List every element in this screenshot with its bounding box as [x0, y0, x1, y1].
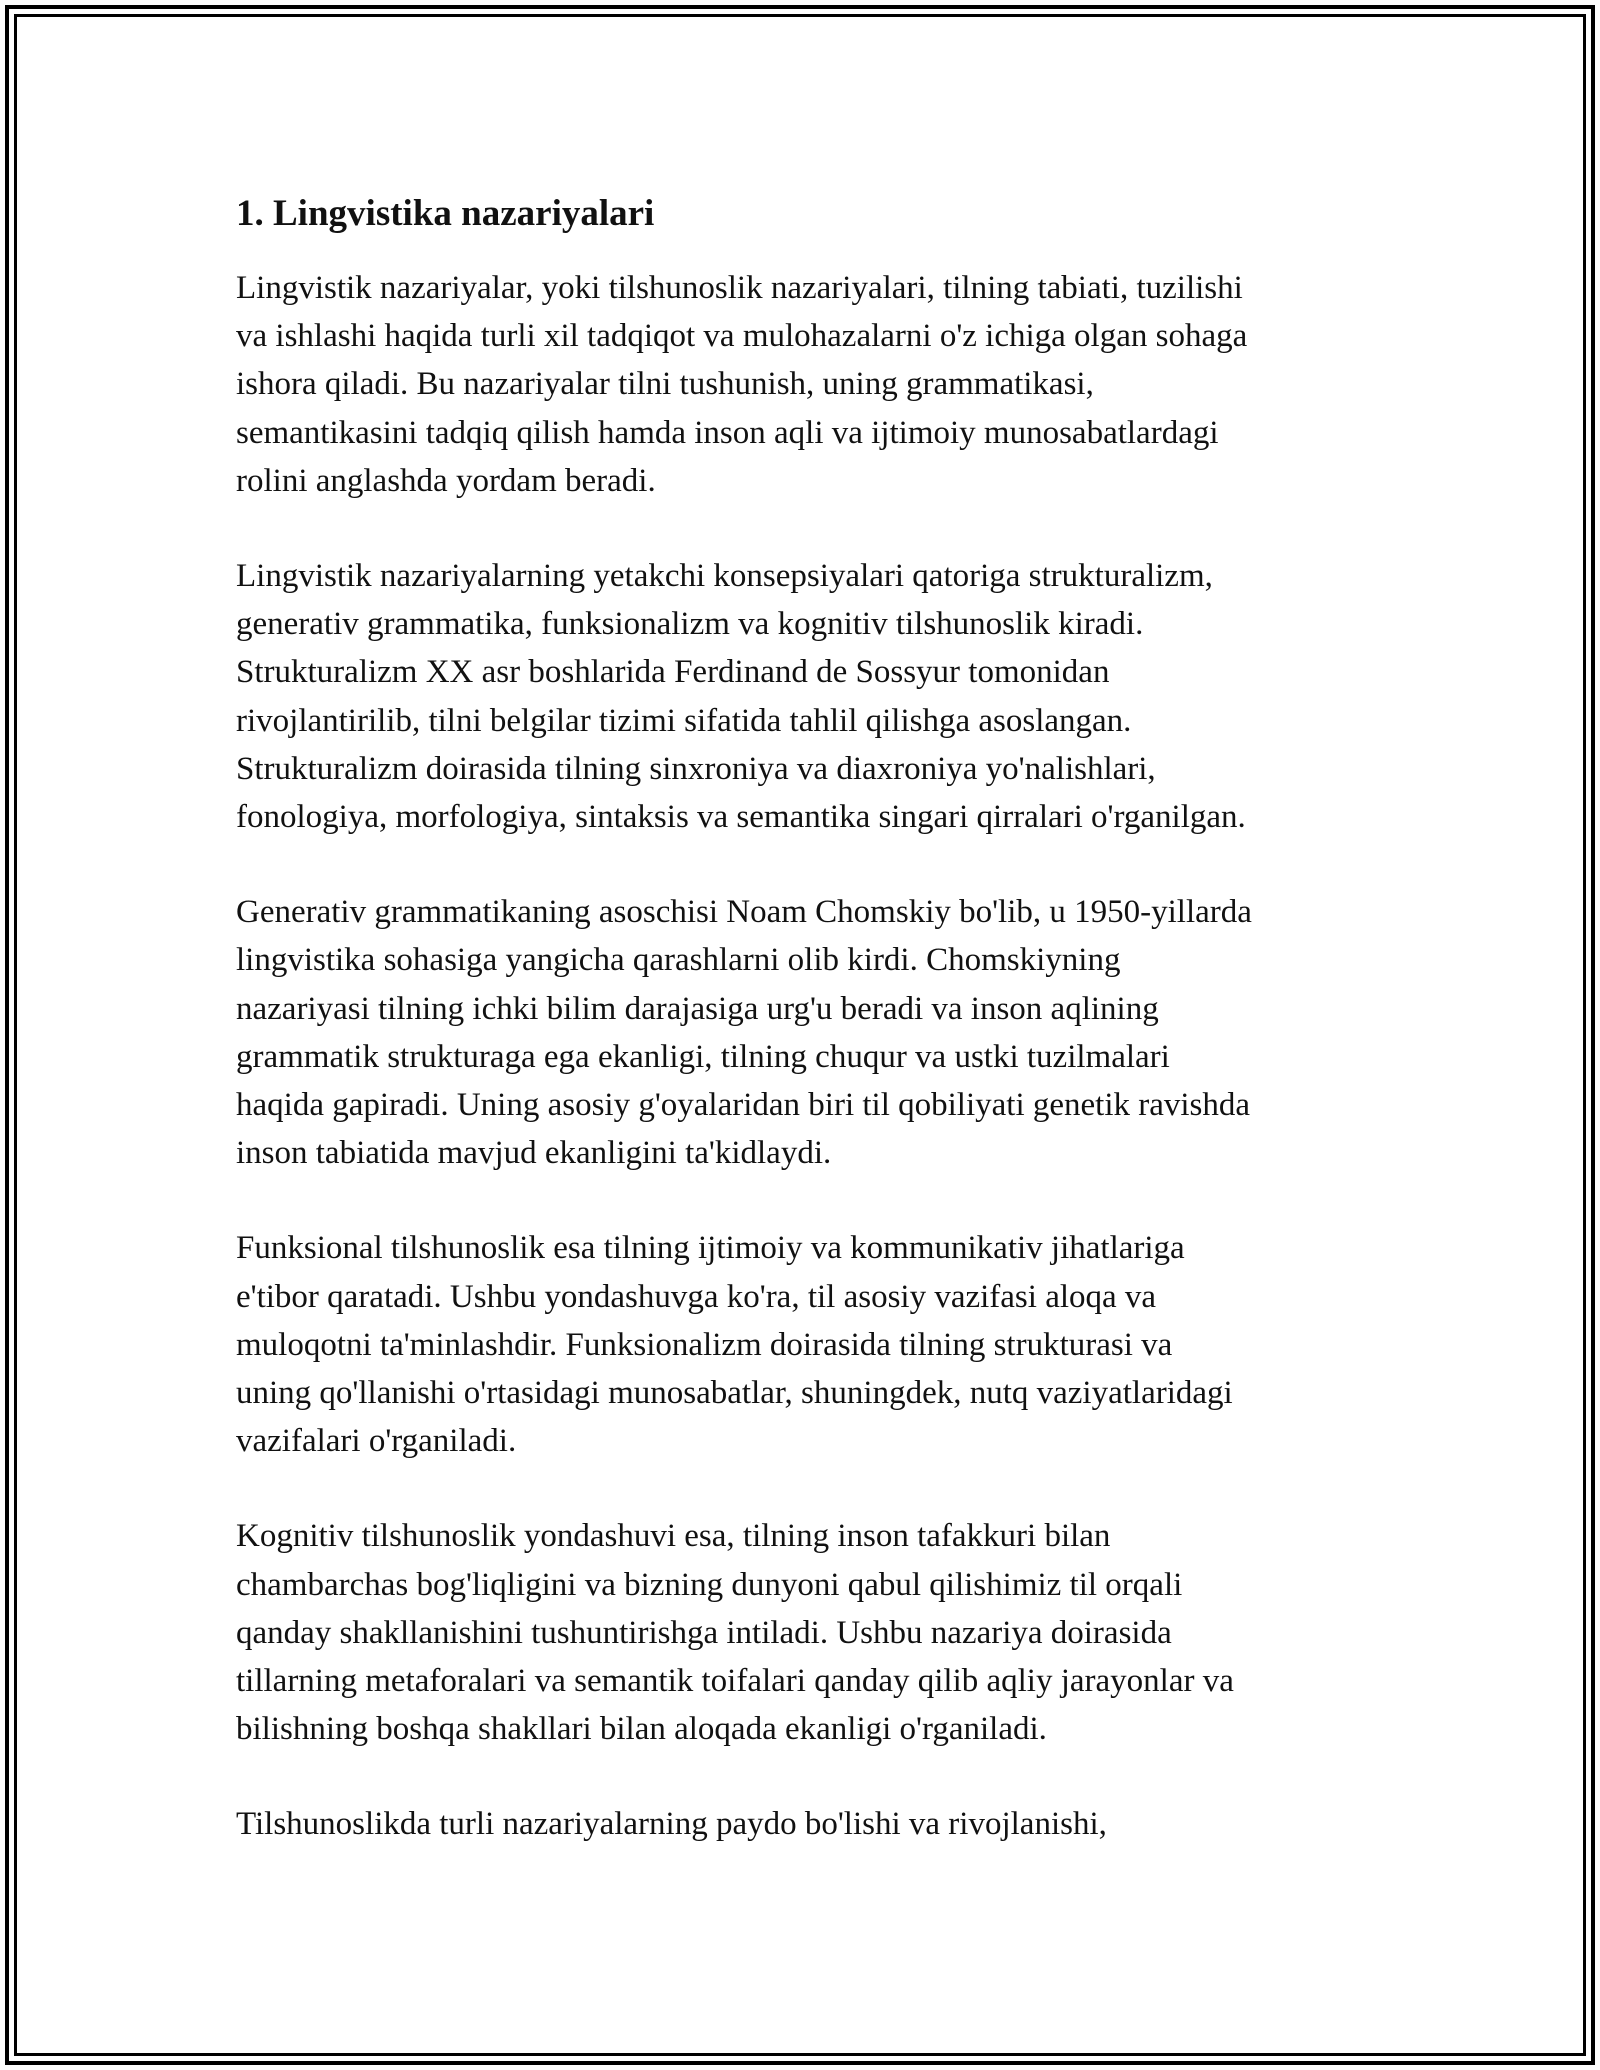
paragraph-structuralism: Lingvistik nazariyalarning yetakchi konsepsiyalari qatoriga strukturalizm, generativ grammatika, funksionalizm va kognitiv tilshunoslik kiradi. Strukturalizm XX asr boshlarida Ferdinand de Sossyur tomonidan rivojlantirilib, tilni belgilar tizimi sifatida tahlil qilishga asoslangan. Strukturalizm doirasida tilning sinxroniya va diaxroniya yo'nalishlari, fonologiya, morfologiya, sintaksis va semantika singari qirralari o'rganilgan. — [236, 558, 1246, 836]
paragraph-generative-grammar: Generativ grammatikaning asoschisi Noam Chomskiy bo'lib, u 1950-yillarda lingvistika sohasiga yangicha qarashlarni olib kirdi. Chomskiyning nazariyasi tilning ichki bilim darajasiga urg'u beradi va inson aqlining grammatik strukturaga ega ekanligi, tilning chuqur va ustki tuzilmalari haqida gapiradi. Uning asosiy g'oyalaridan biri til qobiliyati genetik ravishda inson tabiatida mavjud ekanligini ta'kidlaydi. — [236, 894, 1252, 1172]
section-heading: 1. Lingvistika nazariyalari — [236, 193, 655, 234]
paragraph-cognitive-linguistics: Kognitiv tilshunoslik yondashuvi esa, tilning inson tafakkuri bilan chambarchas bog'liqligini va bizning dunyoni qabul qilishimiz til orqali qanday shakllanishini tushuntirishga intiladi. Ushbu nazariya doirasida tillarning metaforalari va semantik toifalari qanday qilib aqliy jarayonlar va bilishning boshqa shakllari bilan aloqada ekanligi o'rganiladi. — [236, 1518, 1234, 1748]
paragraph-continuation: Tilshunoslikda turli nazariyalarning paydo bo'lishi va rivojlanishi, — [236, 1806, 1107, 1843]
paragraph-intro: Lingvistik nazariyalar, yoki tilshunoslik nazariyalari, tilning tabiati, tuzilishi va ishlashi haqida turli xil tadqiqot va mulohazalarni o'z ichiga olgan sohaga ishora qiladi. Bu nazariyalar tilni tushunish, uning grammatikasi, semantikasini tadqiq qilish hamda inson aqli va ijtimoiy munosabatlardagi rolini anglashda yordam beradi. — [236, 270, 1248, 499]
document-body — [236, 186, 1376, 1896]
paragraph-functionalism: Funksional tilshunoslik esa tilning ijtimoiy va kommunikativ jihatlariga e'tibor qaratadi. Ushbu yondashuvga ko'ra, til asosiy vazifasi aloqa va muloqotni ta'minlashdir. Funksionalizm doirasida tilning strukturasi va uning qo'llanishi o'rtasidagi munosabatlar, shuningdek, nutq vaziyatlaridagi vazifalari o'rganiladi. — [236, 1230, 1233, 1460]
